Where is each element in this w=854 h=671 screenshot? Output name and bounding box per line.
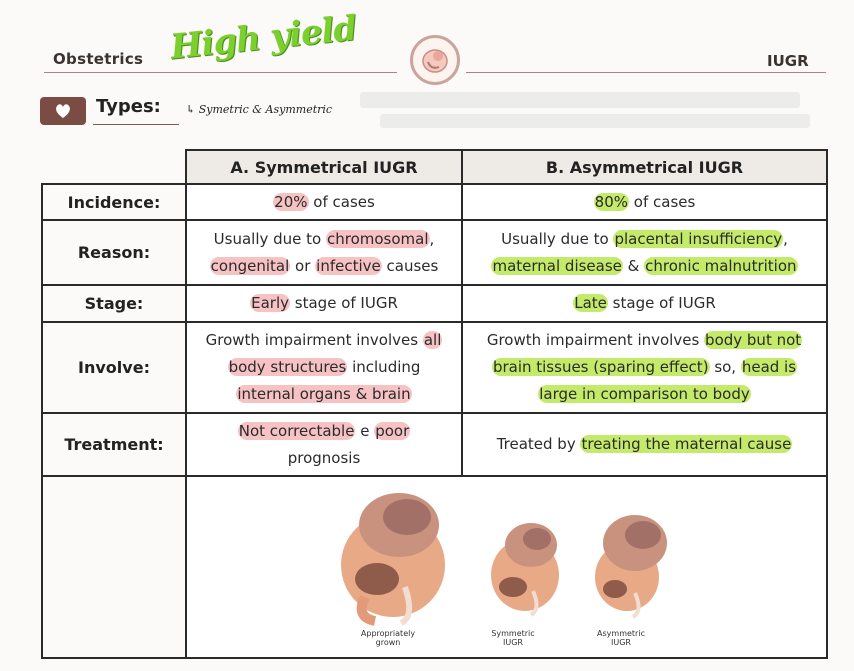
pink-highlight-text: 20% xyxy=(274,192,308,211)
high-yield-stamp: High yield xyxy=(168,8,358,68)
cell-text: Usually due to xyxy=(501,229,614,248)
fetus-illustration-cell xyxy=(186,476,827,658)
column-header-symmetrical: A. Symmetrical IUGR xyxy=(186,150,462,184)
green-highlight-text: Late xyxy=(574,294,607,312)
cell-text: or xyxy=(290,256,316,275)
row-label-involve: Involve: xyxy=(42,322,186,413)
green-highlight-text: head is xyxy=(741,358,797,376)
cell-text: & xyxy=(622,256,645,275)
heart-hand-icon xyxy=(40,97,86,125)
pink-highlight-text: infective xyxy=(316,256,381,275)
pink-highlight-text: congenital xyxy=(210,256,290,275)
cell-text: including xyxy=(347,358,421,376)
cell-incidence-symmetrical xyxy=(186,184,462,220)
fetus-logo-icon xyxy=(410,35,460,85)
background-ghost-text xyxy=(380,114,810,128)
cell-text: prognosis xyxy=(287,448,361,467)
cell-involve-asymmetrical xyxy=(462,322,827,413)
cell-reason-asymmetrical xyxy=(462,220,827,285)
green-highlight-text: placental insufficiency xyxy=(614,229,783,248)
fetus-appropriately-grown-illustration xyxy=(335,487,455,627)
cell-incidence-asymmetrical xyxy=(462,184,827,220)
cell-text: of cases xyxy=(629,192,696,211)
header-divider xyxy=(44,72,397,73)
pink-highlight-text: all xyxy=(423,331,442,349)
background-ghost-text xyxy=(360,92,800,108)
cell-treatment-symmetrical xyxy=(186,413,462,476)
iugr-comparison-table xyxy=(41,149,828,659)
cell-text: , xyxy=(783,229,788,248)
pink-highlight-text: Not correctable xyxy=(238,421,355,440)
green-highlight-text: large in comparison to body xyxy=(539,385,750,403)
green-highlight-text: chronic malnutrition xyxy=(645,256,797,275)
image-row-label xyxy=(42,476,186,658)
table-corner xyxy=(42,150,186,184)
green-highlight-text: 80% xyxy=(594,192,629,211)
fetus-asymmetric-iugr-illustration xyxy=(587,511,671,619)
types-underline xyxy=(93,124,179,125)
handwritten-note: ↳ Symetric & Asymmetric xyxy=(186,103,333,116)
pink-highlight-text: Early xyxy=(251,294,290,312)
pink-highlight-text: chromosomal xyxy=(327,229,429,248)
cell-text: , xyxy=(429,229,435,248)
cell-text: Growth impairment involves xyxy=(205,331,423,349)
cell-text: Usually due to xyxy=(213,229,326,248)
green-highlight-text: maternal disease xyxy=(492,256,622,275)
topic-title: IUGR xyxy=(767,52,809,70)
cell-text: so, xyxy=(709,358,741,376)
green-highlight-text: treating the maternal cause xyxy=(581,435,792,453)
cell-treatment-asymmetrical xyxy=(462,413,827,476)
cell-text: stage of IUGR xyxy=(607,294,716,312)
caption-symmetric-iugr: Symmetric IUGR xyxy=(491,629,535,647)
pink-highlight-text: poor xyxy=(375,421,410,440)
row-label-reason: Reason: xyxy=(42,220,186,285)
caption-asymmetric-iugr: Asymmetric IUGR xyxy=(597,629,645,647)
cell-text: causes xyxy=(381,256,439,275)
types-heading: Types: xyxy=(96,96,161,117)
green-highlight-text: body but not xyxy=(705,331,802,349)
header-divider xyxy=(466,72,826,73)
cell-text: Treated by xyxy=(496,435,581,453)
cell-text: e xyxy=(355,421,375,440)
cell-text: stage of IUGR xyxy=(290,294,398,312)
cell-involve-symmetrical xyxy=(186,322,462,413)
caption-appropriately-grown: Appropriately grown xyxy=(360,629,416,647)
row-label-incidence: Incidence: xyxy=(42,184,186,220)
row-label-stage: Stage: xyxy=(42,285,186,322)
green-highlight-text: brain tissues (sparing effect) xyxy=(492,358,709,376)
cell-text: of cases xyxy=(308,192,375,211)
fetus-symmetric-iugr-illustration xyxy=(487,517,567,617)
pink-highlight-text: internal organs & brain xyxy=(237,385,411,403)
cell-reason-symmetrical xyxy=(186,220,462,285)
row-label-treatment: Treatment: xyxy=(42,413,186,476)
pink-highlight-text: body structures xyxy=(228,358,347,376)
cell-stage-asymmetrical xyxy=(462,285,827,322)
section-title: Obstetrics xyxy=(53,50,144,68)
cell-text: Growth impairment involves xyxy=(486,331,705,349)
column-header-asymmetrical: B. Asymmetrical IUGR xyxy=(462,150,827,184)
cell-stage-symmetrical xyxy=(186,285,462,322)
